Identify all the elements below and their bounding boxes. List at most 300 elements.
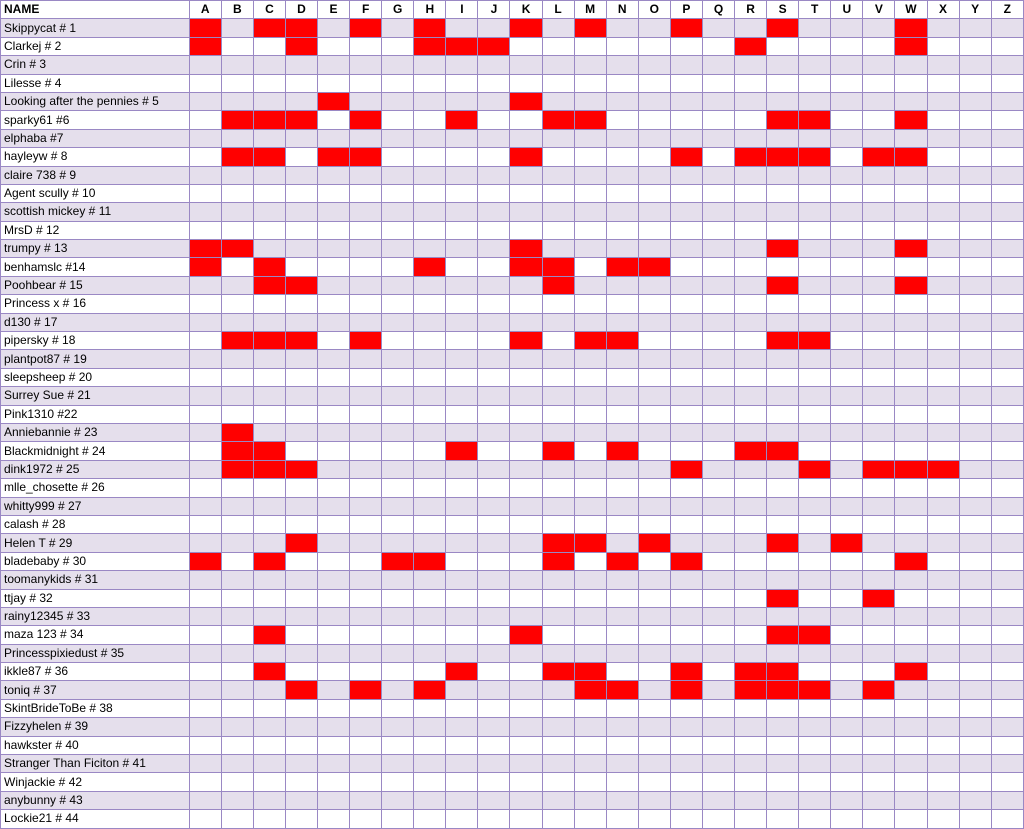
grid-cell-t[interactable] <box>799 295 831 313</box>
grid-cell-s[interactable] <box>767 791 799 809</box>
participant-name-cell[interactable]: rainy12345 # 33 <box>1 607 190 625</box>
grid-cell-i[interactable] <box>446 479 478 497</box>
grid-cell-r[interactable] <box>735 405 767 423</box>
grid-cell-x[interactable] <box>927 571 959 589</box>
grid-cell-u[interactable] <box>831 276 863 294</box>
grid-cell-q[interactable] <box>702 460 734 478</box>
grid-cell-y[interactable] <box>959 111 991 129</box>
grid-cell-n[interactable] <box>606 19 638 37</box>
grid-cell-n[interactable] <box>606 699 638 717</box>
grid-cell-f[interactable] <box>350 442 382 460</box>
participant-name-cell[interactable]: SkintBrideToBe # 38 <box>1 699 190 717</box>
grid-cell-e[interactable] <box>318 460 350 478</box>
grid-cell-k[interactable] <box>510 515 542 533</box>
grid-cell-g[interactable] <box>382 240 414 258</box>
marked-cell-w[interactable] <box>895 240 927 258</box>
grid-cell-u[interactable] <box>831 607 863 625</box>
marked-cell-f[interactable] <box>350 111 382 129</box>
grid-cell-m[interactable] <box>574 755 606 773</box>
grid-cell-z[interactable] <box>991 460 1023 478</box>
grid-cell-l[interactable] <box>542 387 574 405</box>
grid-cell-y[interactable] <box>959 810 991 828</box>
participant-name-cell[interactable]: Lockie21 # 44 <box>1 810 190 828</box>
grid-cell-q[interactable] <box>702 387 734 405</box>
grid-cell-n[interactable] <box>606 755 638 773</box>
grid-cell-i[interactable] <box>446 203 478 221</box>
grid-cell-h[interactable] <box>414 240 446 258</box>
grid-cell-k[interactable] <box>510 37 542 55</box>
column-header-p[interactable]: P <box>670 1 702 19</box>
grid-cell-e[interactable] <box>318 129 350 147</box>
participant-name-cell[interactable]: bladebaby # 30 <box>1 552 190 570</box>
marked-cell-a[interactable] <box>189 37 221 55</box>
grid-cell-z[interactable] <box>991 203 1023 221</box>
grid-cell-o[interactable] <box>638 736 670 754</box>
grid-cell-f[interactable] <box>350 92 382 110</box>
grid-cell-p[interactable] <box>670 479 702 497</box>
grid-cell-r[interactable] <box>735 460 767 478</box>
grid-cell-x[interactable] <box>927 552 959 570</box>
grid-cell-q[interactable] <box>702 166 734 184</box>
grid-cell-z[interactable] <box>991 92 1023 110</box>
grid-cell-z[interactable] <box>991 571 1023 589</box>
grid-cell-i[interactable] <box>446 332 478 350</box>
grid-cell-u[interactable] <box>831 589 863 607</box>
grid-cell-w[interactable] <box>895 589 927 607</box>
grid-cell-r[interactable] <box>735 240 767 258</box>
grid-cell-y[interactable] <box>959 755 991 773</box>
grid-cell-u[interactable] <box>831 681 863 699</box>
grid-cell-y[interactable] <box>959 626 991 644</box>
grid-cell-y[interactable] <box>959 460 991 478</box>
grid-cell-a[interactable] <box>189 699 221 717</box>
grid-cell-b[interactable] <box>221 92 253 110</box>
grid-cell-z[interactable] <box>991 74 1023 92</box>
participant-name-cell[interactable]: Skippycat # 1 <box>1 19 190 37</box>
grid-cell-e[interactable] <box>318 276 350 294</box>
marked-cell-a[interactable] <box>189 552 221 570</box>
participant-name-cell[interactable]: Poohbear # 15 <box>1 276 190 294</box>
grid-cell-j[interactable] <box>478 773 510 791</box>
grid-cell-j[interactable] <box>478 387 510 405</box>
grid-cell-l[interactable] <box>542 313 574 331</box>
grid-cell-y[interactable] <box>959 423 991 441</box>
grid-cell-m[interactable] <box>574 203 606 221</box>
grid-cell-t[interactable] <box>799 515 831 533</box>
grid-cell-n[interactable] <box>606 626 638 644</box>
marked-cell-c[interactable] <box>253 626 285 644</box>
grid-cell-u[interactable] <box>831 313 863 331</box>
grid-cell-w[interactable] <box>895 74 927 92</box>
grid-cell-j[interactable] <box>478 423 510 441</box>
grid-cell-m[interactable] <box>574 589 606 607</box>
grid-cell-n[interactable] <box>606 276 638 294</box>
grid-cell-p[interactable] <box>670 350 702 368</box>
grid-cell-f[interactable] <box>350 571 382 589</box>
grid-cell-y[interactable] <box>959 350 991 368</box>
participant-name-cell[interactable]: hayleyw # 8 <box>1 148 190 166</box>
grid-cell-i[interactable] <box>446 405 478 423</box>
grid-cell-y[interactable] <box>959 405 991 423</box>
participant-name-cell[interactable]: anybunny # 43 <box>1 791 190 809</box>
grid-cell-o[interactable] <box>638 19 670 37</box>
grid-cell-j[interactable] <box>478 240 510 258</box>
grid-cell-w[interactable] <box>895 350 927 368</box>
grid-cell-c[interactable] <box>253 736 285 754</box>
grid-cell-e[interactable] <box>318 589 350 607</box>
grid-cell-g[interactable] <box>382 681 414 699</box>
grid-cell-h[interactable] <box>414 442 446 460</box>
column-header-c[interactable]: C <box>253 1 285 19</box>
grid-cell-p[interactable] <box>670 387 702 405</box>
grid-cell-l[interactable] <box>542 350 574 368</box>
grid-cell-n[interactable] <box>606 387 638 405</box>
marked-cell-b[interactable] <box>221 240 253 258</box>
grid-cell-n[interactable] <box>606 221 638 239</box>
grid-cell-a[interactable] <box>189 644 221 662</box>
grid-cell-q[interactable] <box>702 755 734 773</box>
grid-cell-x[interactable] <box>927 166 959 184</box>
marked-cell-l[interactable] <box>542 276 574 294</box>
grid-cell-u[interactable] <box>831 74 863 92</box>
grid-cell-e[interactable] <box>318 663 350 681</box>
grid-cell-m[interactable] <box>574 240 606 258</box>
grid-cell-b[interactable] <box>221 589 253 607</box>
grid-cell-p[interactable] <box>670 221 702 239</box>
grid-cell-w[interactable] <box>895 773 927 791</box>
grid-cell-e[interactable] <box>318 74 350 92</box>
marked-cell-l[interactable] <box>542 442 574 460</box>
grid-cell-f[interactable] <box>350 791 382 809</box>
grid-cell-k[interactable] <box>510 736 542 754</box>
marked-cell-o[interactable] <box>638 534 670 552</box>
grid-cell-y[interactable] <box>959 791 991 809</box>
grid-cell-w[interactable] <box>895 810 927 828</box>
grid-cell-g[interactable] <box>382 313 414 331</box>
grid-cell-o[interactable] <box>638 203 670 221</box>
grid-cell-s[interactable] <box>767 810 799 828</box>
grid-cell-e[interactable] <box>318 423 350 441</box>
marked-cell-k[interactable] <box>510 19 542 37</box>
marked-cell-t[interactable] <box>799 111 831 129</box>
participant-name-cell[interactable]: trumpy # 13 <box>1 240 190 258</box>
marked-cell-v[interactable] <box>863 681 895 699</box>
grid-cell-e[interactable] <box>318 791 350 809</box>
grid-cell-i[interactable] <box>446 773 478 791</box>
grid-cell-k[interactable] <box>510 718 542 736</box>
grid-cell-q[interactable] <box>702 129 734 147</box>
grid-cell-r[interactable] <box>735 534 767 552</box>
grid-cell-v[interactable] <box>863 405 895 423</box>
grid-cell-e[interactable] <box>318 37 350 55</box>
marked-cell-d[interactable] <box>285 111 317 129</box>
grid-cell-k[interactable] <box>510 644 542 662</box>
grid-cell-z[interactable] <box>991 166 1023 184</box>
grid-cell-l[interactable] <box>542 203 574 221</box>
grid-cell-t[interactable] <box>799 74 831 92</box>
grid-cell-j[interactable] <box>478 515 510 533</box>
grid-cell-d[interactable] <box>285 589 317 607</box>
grid-cell-w[interactable] <box>895 791 927 809</box>
grid-cell-z[interactable] <box>991 644 1023 662</box>
grid-cell-l[interactable] <box>542 423 574 441</box>
grid-cell-r[interactable] <box>735 276 767 294</box>
grid-cell-d[interactable] <box>285 240 317 258</box>
grid-cell-u[interactable] <box>831 515 863 533</box>
grid-cell-j[interactable] <box>478 810 510 828</box>
grid-cell-u[interactable] <box>831 718 863 736</box>
grid-cell-u[interactable] <box>831 755 863 773</box>
grid-cell-p[interactable] <box>670 74 702 92</box>
grid-cell-a[interactable] <box>189 442 221 460</box>
grid-cell-h[interactable] <box>414 644 446 662</box>
marked-cell-v[interactable] <box>863 148 895 166</box>
column-header-j[interactable]: J <box>478 1 510 19</box>
marked-cell-r[interactable] <box>735 37 767 55</box>
grid-cell-f[interactable] <box>350 755 382 773</box>
grid-cell-i[interactable] <box>446 74 478 92</box>
grid-cell-a[interactable] <box>189 755 221 773</box>
grid-cell-r[interactable] <box>735 350 767 368</box>
grid-cell-h[interactable] <box>414 221 446 239</box>
grid-cell-t[interactable] <box>799 773 831 791</box>
grid-cell-l[interactable] <box>542 56 574 74</box>
grid-cell-i[interactable] <box>446 258 478 276</box>
grid-cell-i[interactable] <box>446 350 478 368</box>
grid-cell-g[interactable] <box>382 56 414 74</box>
grid-cell-s[interactable] <box>767 405 799 423</box>
grid-cell-t[interactable] <box>799 552 831 570</box>
grid-cell-p[interactable] <box>670 129 702 147</box>
grid-cell-a[interactable] <box>189 56 221 74</box>
grid-cell-x[interactable] <box>927 258 959 276</box>
grid-cell-m[interactable] <box>574 184 606 202</box>
grid-cell-u[interactable] <box>831 405 863 423</box>
grid-cell-y[interactable] <box>959 56 991 74</box>
grid-cell-t[interactable] <box>799 19 831 37</box>
grid-cell-d[interactable] <box>285 479 317 497</box>
grid-cell-l[interactable] <box>542 810 574 828</box>
grid-cell-l[interactable] <box>542 626 574 644</box>
grid-cell-h[interactable] <box>414 589 446 607</box>
grid-cell-h[interactable] <box>414 423 446 441</box>
participant-name-cell[interactable]: Clarkej # 2 <box>1 37 190 55</box>
grid-cell-k[interactable] <box>510 534 542 552</box>
grid-cell-l[interactable] <box>542 295 574 313</box>
grid-cell-u[interactable] <box>831 460 863 478</box>
grid-cell-h[interactable] <box>414 148 446 166</box>
grid-cell-e[interactable] <box>318 166 350 184</box>
grid-cell-h[interactable] <box>414 405 446 423</box>
grid-cell-o[interactable] <box>638 479 670 497</box>
grid-cell-a[interactable] <box>189 460 221 478</box>
grid-cell-p[interactable] <box>670 258 702 276</box>
grid-cell-n[interactable] <box>606 37 638 55</box>
grid-cell-h[interactable] <box>414 626 446 644</box>
grid-cell-j[interactable] <box>478 718 510 736</box>
grid-cell-v[interactable] <box>863 368 895 386</box>
marked-cell-d[interactable] <box>285 534 317 552</box>
grid-cell-c[interactable] <box>253 221 285 239</box>
grid-cell-u[interactable] <box>831 92 863 110</box>
grid-cell-w[interactable] <box>895 736 927 754</box>
grid-cell-j[interactable] <box>478 497 510 515</box>
grid-cell-t[interactable] <box>799 129 831 147</box>
column-header-b[interactable]: B <box>221 1 253 19</box>
grid-cell-o[interactable] <box>638 405 670 423</box>
grid-cell-g[interactable] <box>382 773 414 791</box>
grid-cell-m[interactable] <box>574 368 606 386</box>
grid-cell-b[interactable] <box>221 276 253 294</box>
grid-cell-q[interactable] <box>702 405 734 423</box>
marked-cell-n[interactable] <box>606 442 638 460</box>
grid-cell-q[interactable] <box>702 442 734 460</box>
grid-cell-y[interactable] <box>959 129 991 147</box>
marked-cell-f[interactable] <box>350 681 382 699</box>
grid-cell-f[interactable] <box>350 699 382 717</box>
grid-cell-s[interactable] <box>767 773 799 791</box>
marked-cell-c[interactable] <box>253 276 285 294</box>
grid-cell-h[interactable] <box>414 350 446 368</box>
grid-cell-d[interactable] <box>285 552 317 570</box>
marked-cell-k[interactable] <box>510 258 542 276</box>
grid-cell-z[interactable] <box>991 423 1023 441</box>
grid-cell-b[interactable] <box>221 405 253 423</box>
grid-cell-r[interactable] <box>735 111 767 129</box>
grid-cell-y[interactable] <box>959 387 991 405</box>
grid-cell-d[interactable] <box>285 791 317 809</box>
grid-cell-b[interactable] <box>221 681 253 699</box>
grid-cell-q[interactable] <box>702 681 734 699</box>
grid-cell-j[interactable] <box>478 644 510 662</box>
marked-cell-d[interactable] <box>285 332 317 350</box>
grid-cell-q[interactable] <box>702 19 734 37</box>
grid-cell-o[interactable] <box>638 718 670 736</box>
grid-cell-c[interactable] <box>253 810 285 828</box>
grid-cell-o[interactable] <box>638 240 670 258</box>
grid-cell-u[interactable] <box>831 368 863 386</box>
grid-cell-h[interactable] <box>414 699 446 717</box>
participant-name-cell[interactable]: claire 738 # 9 <box>1 166 190 184</box>
grid-cell-t[interactable] <box>799 313 831 331</box>
grid-cell-y[interactable] <box>959 552 991 570</box>
grid-cell-c[interactable] <box>253 368 285 386</box>
grid-cell-m[interactable] <box>574 295 606 313</box>
grid-cell-p[interactable] <box>670 368 702 386</box>
grid-cell-m[interactable] <box>574 166 606 184</box>
grid-cell-z[interactable] <box>991 56 1023 74</box>
grid-cell-t[interactable] <box>799 791 831 809</box>
grid-cell-j[interactable] <box>478 92 510 110</box>
grid-cell-b[interactable] <box>221 203 253 221</box>
grid-cell-d[interactable] <box>285 74 317 92</box>
grid-cell-g[interactable] <box>382 607 414 625</box>
grid-cell-n[interactable] <box>606 607 638 625</box>
grid-cell-e[interactable] <box>318 515 350 533</box>
grid-cell-j[interactable] <box>478 755 510 773</box>
grid-cell-m[interactable] <box>574 497 606 515</box>
grid-cell-q[interactable] <box>702 479 734 497</box>
grid-cell-f[interactable] <box>350 74 382 92</box>
marked-cell-p[interactable] <box>670 460 702 478</box>
grid-cell-p[interactable] <box>670 736 702 754</box>
grid-cell-q[interactable] <box>702 368 734 386</box>
grid-cell-c[interactable] <box>253 479 285 497</box>
grid-cell-v[interactable] <box>863 515 895 533</box>
marked-cell-g[interactable] <box>382 552 414 570</box>
grid-cell-i[interactable] <box>446 534 478 552</box>
marked-cell-s[interactable] <box>767 332 799 350</box>
grid-cell-g[interactable] <box>382 111 414 129</box>
grid-cell-x[interactable] <box>927 56 959 74</box>
grid-cell-a[interactable] <box>189 663 221 681</box>
grid-cell-n[interactable] <box>606 295 638 313</box>
grid-cell-k[interactable] <box>510 405 542 423</box>
grid-cell-i[interactable] <box>446 681 478 699</box>
grid-cell-g[interactable] <box>382 589 414 607</box>
grid-cell-i[interactable] <box>446 515 478 533</box>
grid-cell-v[interactable] <box>863 203 895 221</box>
grid-cell-d[interactable] <box>285 663 317 681</box>
grid-cell-g[interactable] <box>382 626 414 644</box>
grid-cell-o[interactable] <box>638 497 670 515</box>
grid-cell-a[interactable] <box>189 423 221 441</box>
grid-cell-j[interactable] <box>478 791 510 809</box>
grid-cell-k[interactable] <box>510 313 542 331</box>
grid-cell-d[interactable] <box>285 644 317 662</box>
grid-cell-j[interactable] <box>478 332 510 350</box>
grid-cell-y[interactable] <box>959 515 991 533</box>
grid-cell-s[interactable] <box>767 166 799 184</box>
grid-cell-z[interactable] <box>991 681 1023 699</box>
grid-cell-h[interactable] <box>414 810 446 828</box>
grid-cell-h[interactable] <box>414 111 446 129</box>
grid-cell-g[interactable] <box>382 276 414 294</box>
grid-cell-w[interactable] <box>895 368 927 386</box>
grid-cell-z[interactable] <box>991 607 1023 625</box>
marked-cell-b[interactable] <box>221 148 253 166</box>
grid-cell-p[interactable] <box>670 515 702 533</box>
grid-cell-x[interactable] <box>927 74 959 92</box>
marked-cell-s[interactable] <box>767 276 799 294</box>
grid-cell-m[interactable] <box>574 74 606 92</box>
grid-cell-r[interactable] <box>735 552 767 570</box>
grid-cell-h[interactable] <box>414 773 446 791</box>
grid-cell-e[interactable] <box>318 497 350 515</box>
grid-cell-v[interactable] <box>863 221 895 239</box>
grid-cell-x[interactable] <box>927 387 959 405</box>
grid-cell-w[interactable] <box>895 534 927 552</box>
grid-cell-v[interactable] <box>863 332 895 350</box>
marked-cell-i[interactable] <box>446 37 478 55</box>
participant-name-cell[interactable]: d130 # 17 <box>1 313 190 331</box>
grid-cell-e[interactable] <box>318 718 350 736</box>
grid-cell-c[interactable] <box>253 240 285 258</box>
grid-cell-d[interactable] <box>285 497 317 515</box>
grid-cell-p[interactable] <box>670 313 702 331</box>
grid-cell-v[interactable] <box>863 442 895 460</box>
grid-cell-m[interactable] <box>574 699 606 717</box>
marked-cell-j[interactable] <box>478 37 510 55</box>
grid-cell-a[interactable] <box>189 350 221 368</box>
grid-cell-v[interactable] <box>863 552 895 570</box>
grid-cell-t[interactable] <box>799 387 831 405</box>
grid-cell-k[interactable] <box>510 699 542 717</box>
grid-cell-p[interactable] <box>670 773 702 791</box>
grid-cell-u[interactable] <box>831 571 863 589</box>
grid-cell-u[interactable] <box>831 663 863 681</box>
grid-cell-c[interactable] <box>253 718 285 736</box>
